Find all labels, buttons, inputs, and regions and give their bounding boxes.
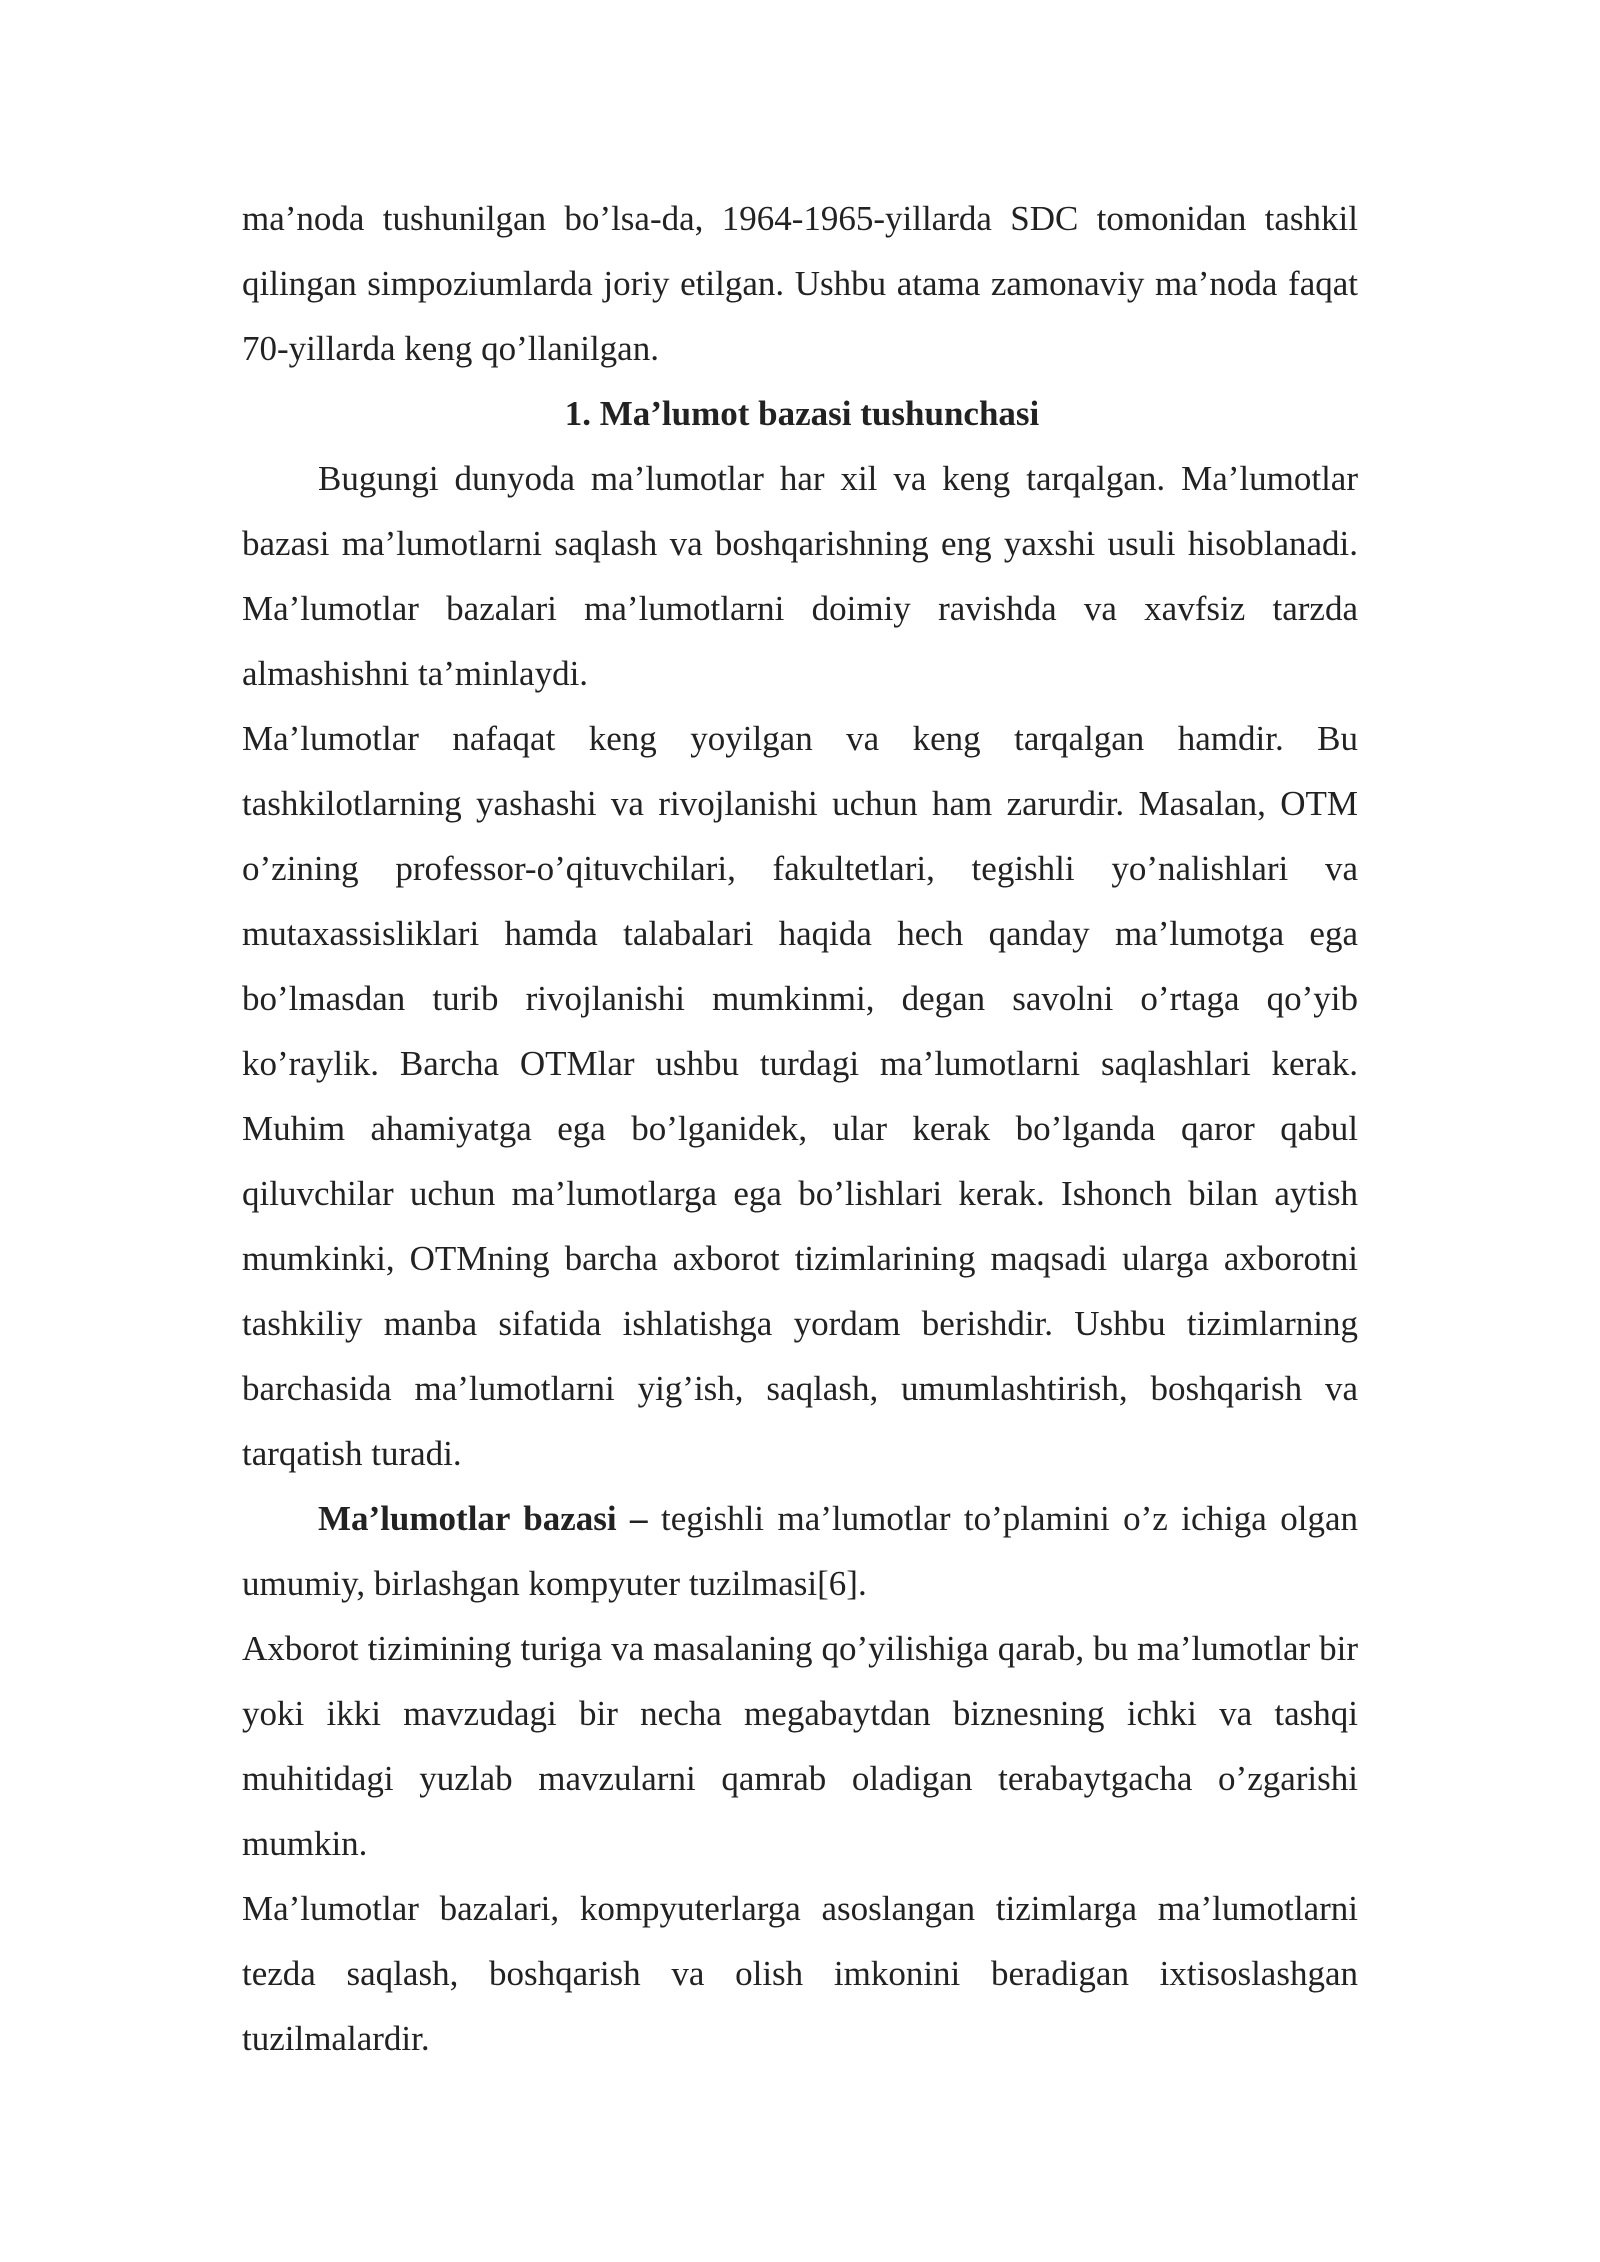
paragraph-3: Axborot tizimining turiga va masalaning qo’yilishiga qarab, bu ma’lumotlar bir yoki ikki mavzudagi bir necha megabaytdan biznesning ichki va tashqi muhitidagi yuzlab mavzularni qamrab oladigan terabaytgacha o’zgarishi mumkin. bbox=[242, 1629, 1358, 1863]
section-heading: 1. Ma’lumot bazasi tushunchasi bbox=[564, 394, 1040, 433]
document-page bbox=[242, 186, 1358, 2071]
definition-paragraph bbox=[242, 1486, 1358, 1616]
paragraph-2: Ma’lumotlar nafaqat keng yoyilgan va keng tarqalgan hamdir. Bu tashkilotlarning yashashi va rivojlanishi uchun ham zarurdir. Masalan, OTM o’zining professor-o’qituvchilari, fakultetlari, tegishli yo’nalishlari va mutaxassisliklari hamda talabalari haqida hech qanday ma’lumotga ega bo’lmasdan turib rivojlanishi mumkinmi, degan savolni o’rtaga qo’yib ko’raylik. Barcha OTMlar ushbu turdagi ma’lumotlarni saqlashlari kerak. Muhim ahamiyatga ega bo’lganidek, ular kerak bo’lganda qaror qabul qiluvchilar uchun ma’lumotlarga ega bo’lishlari kerak. Ishonch bilan aytish mumkinki, OTMning barcha axborot tizimlarining maqsadi ularga axborotni tashkiliy manba sifatida ishlatishga yordam berishdir. Ushbu tizimlarning barchasida ma’lumotlarni yig’ish, saqlash, umumlashtirish, boshqarish va tarqatish turadi. bbox=[242, 719, 1358, 1473]
paragraph-1: Bugungi dunyoda ma’lumotlar har xil va keng tarqalgan. Ma’lumotlar bazasi ma’lumotlarni saqlash va boshqarishning eng yaxshi usuli hisoblanadi. Ma’lumotlar bazalari ma’lumotlarni doimiy ravishda va xavfsiz tarzda almashishni ta’minlaydi. bbox=[242, 459, 1358, 693]
paragraph-4: Ma’lumotlar bazalari, kompyuterlarga asoslangan tizimlarga ma’lumotlarni tezda saqlash, boshqarish va olish imkonini beradigan ixtisoslashgan tuzilmalardir. bbox=[242, 1889, 1358, 2058]
definition-term: Ma’lumotlar bazasi – bbox=[318, 1499, 648, 1538]
intro-paragraph: ma’noda tushunilgan bo’lsa-da, 1964-1965-yillarda SDC tomonidan tashkil qilingan simpoziumlarda joriy etilgan. Ushbu atama zamonaviy ma’noda faqat 70-yillarda keng qo’llanilgan. bbox=[242, 199, 1358, 368]
definition-text: tegishli ma’lumotlar to’plamini o’z ichiga olgan umumiy, birlashgan kompyuter tuzilmasi[6]. bbox=[242, 1499, 1358, 1603]
